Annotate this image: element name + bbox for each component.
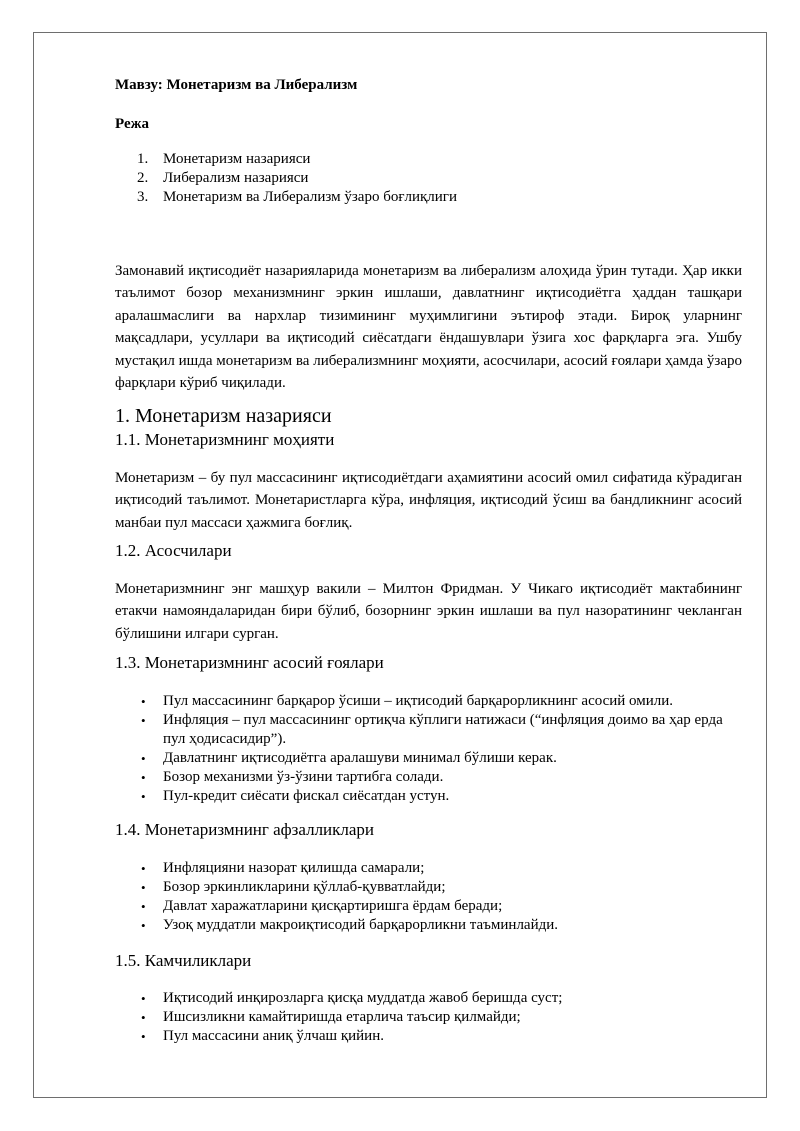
paragraph: Монетаризм – бу пул массасининг иқтисодиётдаги аҳамиятини асосий омил сифатида кўрадиган иқтисодий таълимот. Монетаристларга кўра, инфляция, иқтисодий ўсиш ва бандликнинг асосий манбаи пул массаси ҳажмига боғлиқ. (115, 470, 742, 531)
subsection-heading: 1.1. Монетаризмнинг моҳияти (115, 430, 335, 449)
bullet-list (115, 989, 742, 1046)
list-item: • Пул массасининг барқарор ўсиши – иқтисодий барқарорликнинг асосий омили. (141, 693, 674, 709)
intro-paragraph: Замонавий иқтисодиёт назарияларида монетаризм ва либерализм алоҳида ўрин тутади. Ҳар икки таълимот бозор механизмнинг эркин ишлаши, давлатнинг иқтисодиётга ҳаддан ташқари аралашмаслиги ва нархлар тизимининг муҳимлигини эътироф этади. Бироқ уларнинг мақсадлари, усуллари ва иқтисодий сиёсатдаги ёндашувлари ўзига хос фарқларга эга. Ушбу мустақил ишда монетаризм ва либерализмнинг моҳияти, асосчилари, асосий ғоялари ҳамда ўзаро фарқлари кўриб чиқилади. (115, 263, 742, 392)
subsection-heading: 1.2. Асосчилари (115, 541, 232, 560)
subsection-heading: 1.4. Монетаризмнинг афзалликлари (115, 820, 375, 839)
list-item: • Пул-кредит сиёсати фискал сиёсатдан устун. (141, 788, 450, 804)
bullet-list (115, 859, 742, 935)
list-item: • Бозор эркинликларини қўллаб-қувватлайди; (141, 879, 446, 895)
plan-list (115, 150, 457, 207)
plan-item: 1. Монетаризм назарияси (137, 151, 311, 167)
bullet-list (115, 692, 742, 806)
plan-item: 3. Монетаризм ва Либерализм ўзаро боғлиқлиги (137, 189, 457, 205)
list-item: • Инфляцияни назорат қилишда самарали; (141, 860, 425, 876)
section-heading: 1. Монетаризм назарияси (115, 405, 332, 427)
topic-title: Мавзу: Монетаризм ва Либерализм (115, 77, 358, 93)
subsection-heading: 1.3. Монетаризмнинг асосий ғоялари (115, 653, 384, 672)
list-item: • Давлат харажатларини қисқартиришга ёрдам беради; (141, 898, 503, 914)
subsection-heading: 1.5. Камчиликлари (115, 951, 252, 970)
paragraph: Монетаризмнинг энг машҳур вакили – Милтон Фридман. У Чикаго иқтисодиёт мактабининг етакчи намояндаларидан бири бўлиб, бозорнинг эркин ишлаши ва пул назоратининг чекланган бўлишини илгари сурган. (115, 581, 742, 642)
list-item: • Давлатнинг иқтисодиётга аралашуви минимал бўлиши керак. (141, 750, 557, 766)
list-item: • Ишсизликни камайтиришда етарлича таъсир қилмайди; (141, 1009, 521, 1025)
plan-item: 2. Либерализм назарияси (137, 170, 309, 186)
list-item: • Инфляция – пул массасининг ортиқча кўплиги натижаси (“инфляция доимо ва ҳар ерда пул ҳодисасидир”). (141, 712, 723, 747)
list-item: • Узоқ муддатли макроиқтисодий барқарорликни таъминлайди. (141, 917, 559, 933)
list-item: • Бозор механизми ўз-ўзини тартибга солади. (141, 769, 444, 785)
list-item: • Иқтисодий инқирозларга қисқа муддатда жавоб беришда суст; (141, 990, 563, 1006)
plan-heading: Режа (115, 116, 149, 132)
list-item: • Пул массасини аниқ ўлчаш қийин. (141, 1028, 384, 1044)
